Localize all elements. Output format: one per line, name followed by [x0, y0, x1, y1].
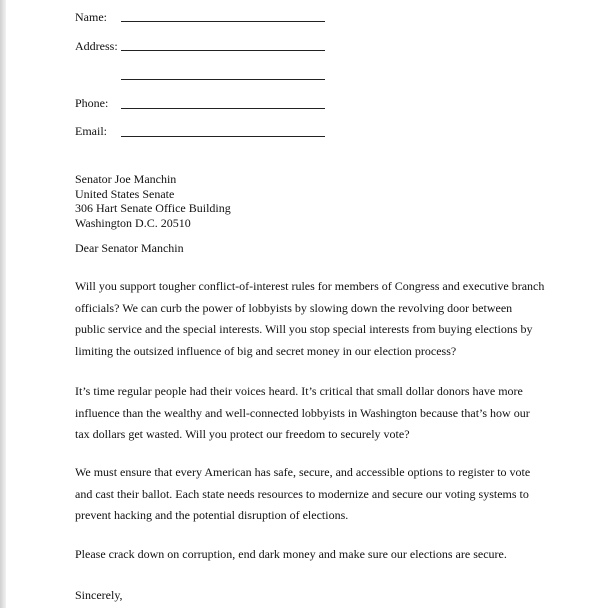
paragraph-1: Will you support tougher conflict-of-interest rules for members of Congress and executive branch officials? We can curb the power of lobbyists by slowing down the revolving door between public service and the special interests. Will you stop special interests from buying elections by limiting the outsized influence of big and secret money in our election process? [75, 279, 545, 358]
phone-input-line[interactable] [121, 108, 325, 109]
phone-field-row [75, 96, 121, 110]
phone-label: Phone: [75, 96, 109, 110]
paragraph-4: Please crack down on corruption, end dark money and make sure our elections are secure. [75, 547, 507, 561]
address-input-line-2[interactable] [121, 79, 325, 80]
email-input-line[interactable] [121, 136, 325, 137]
recipient-street: 306 Hart Senate Office Building [75, 201, 231, 215]
name-field-row [75, 10, 121, 24]
paragraph-2: It’s time regular people had their voices heard. It’s critical that small dollar donors have more influence than the wealthy and well-connected lobbyists in Washington because that’s how our tax dollars get wasted. Will you protect our freedom to securely vote? [75, 384, 530, 442]
email-label: Email: [75, 124, 107, 138]
name-label: Name: [75, 10, 107, 24]
closing: Sincerely, [75, 588, 123, 602]
email-field-row [75, 124, 121, 138]
letter-page [6, 0, 616, 608]
salutation: Dear Senator Manchin [75, 241, 184, 255]
address-label: Address: [75, 39, 118, 53]
paragraph-3: We must ensure that every American has safe, secure, and accessible options to register to vote and cast their ballot. Each state needs resources to modernize and secure our voting systems to prevent hacking and the potential disruption of elections. [75, 465, 531, 523]
address-input-line-1[interactable] [121, 50, 325, 51]
name-input-line[interactable] [121, 21, 325, 22]
address-field-row [75, 39, 121, 53]
recipient-city: Washington D.C. 20510 [75, 215, 191, 230]
recipient-organization: United States Senate [75, 186, 175, 201]
recipient-address [75, 172, 231, 230]
recipient-name: Senator Joe Manchin [75, 172, 177, 186]
